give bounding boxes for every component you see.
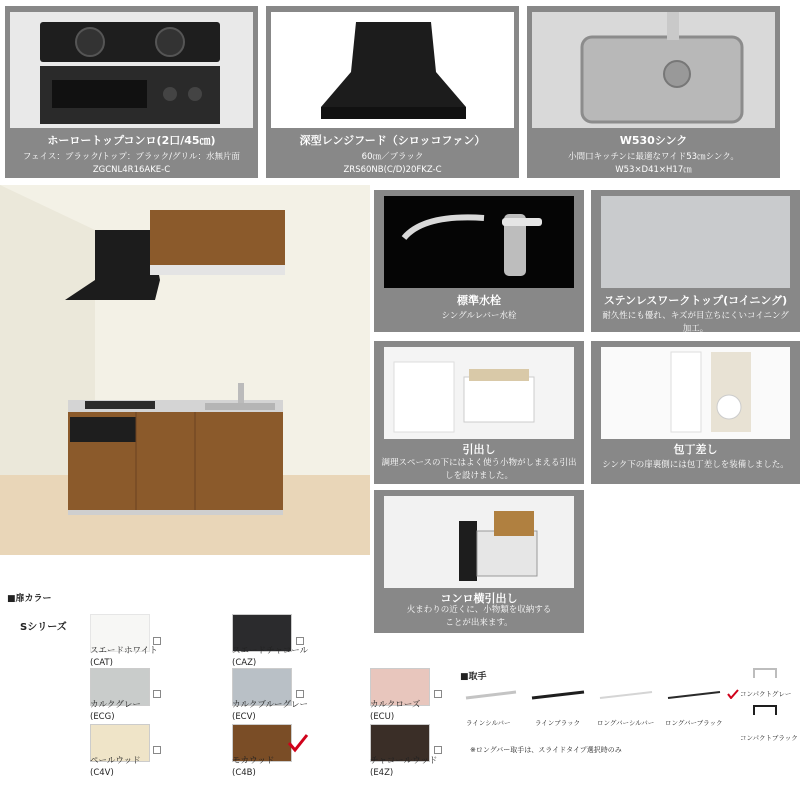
swatch-ecv-name: カルクブルーグレー: [232, 700, 308, 710]
checkbox-ecv[interactable]: [296, 690, 304, 698]
sink-photo: [532, 12, 775, 128]
checkbox-e4z[interactable]: [434, 746, 442, 754]
swatch-c4b-code: (C4B): [232, 768, 256, 778]
swatch-cat-name: スエードホワイト: [90, 646, 158, 656]
drawer-title: 引出し: [462, 443, 496, 456]
checkbox-ecg[interactable]: [153, 690, 161, 698]
swatch-ecg-code: (ECG): [90, 712, 115, 722]
faucet-photo: [384, 196, 574, 288]
handle-long-bar-silver-label: ロングバーシルバー: [597, 719, 655, 727]
swatch-ecu-code: (ECU): [370, 712, 395, 722]
handles-heading: ■取手: [460, 672, 487, 682]
swatch-c4b-name: モカウッド: [232, 756, 275, 766]
kitchen-illustration: [0, 185, 370, 555]
series-label: Sシリーズ: [20, 622, 67, 633]
knife-holder-title: 包丁差し: [673, 443, 718, 456]
swatch-ecg-name: カルクグレー: [90, 700, 141, 710]
handle-long-bar-black-label: ロングバーブラック: [665, 719, 723, 727]
card-range-hood: [266, 6, 519, 178]
selected-check-icon: [287, 733, 309, 757]
worktop-title: ステンレスワークトップ(コイニング): [603, 294, 788, 307]
handle-long-bar-silver[interactable]: [596, 687, 656, 706]
compact-gray-check-icon: [727, 684, 739, 703]
knife-holder-photo: [601, 347, 790, 439]
checkbox-ecu[interactable]: [434, 690, 442, 698]
handles-note: ※ロングバー取手は、スライドタイプ選択時のみ: [470, 746, 622, 754]
card-conro: [5, 6, 258, 178]
card-drawer: [374, 341, 584, 484]
checkbox-cat[interactable]: [153, 637, 161, 645]
card-worktop: [591, 190, 800, 332]
handle-line-black-label: ラインブラック: [535, 719, 581, 727]
knife-holder-desc: シンク下の扉裏側には包丁差しを装備しました。: [602, 460, 789, 470]
range-hood-model: ZRS60NB(C/D)20FKZ-C: [343, 165, 442, 175]
range-hood-photo: [271, 12, 514, 128]
sink-spec: 小間口キッチンに最適なワイド53㎝シンク。: [568, 152, 739, 162]
drawer-desc: 調理スペースの下にはよく使う小物がしまえる引出しを設けました。: [381, 458, 577, 481]
faucet-desc: シングルレバー水栓: [441, 311, 517, 321]
swatch-caz-code: (CAZ): [232, 658, 257, 668]
handle-line-silver-label: ラインシルバー: [466, 719, 511, 727]
conro-spec: フェイス：ブラック/トップ：ブラック/グリル：水無片面: [22, 152, 241, 162]
drawer-photo: [384, 347, 574, 439]
swatch-ecu-name: カルクローズ: [370, 700, 421, 710]
handle-compact-gray[interactable]: [752, 665, 778, 684]
swatch-ecv-code: (ECV): [232, 712, 256, 722]
range-hood-spec: 60㎝／ブラック: [361, 152, 424, 162]
card-sink: [527, 6, 780, 178]
door-color-heading: ■扉カラー: [7, 594, 52, 604]
swatch-c4v-code: (C4V): [90, 768, 114, 778]
side-drawer-title: コンロ横引出し: [440, 592, 518, 605]
conro-model: ZGCNL4R16AKE-C: [92, 165, 171, 175]
sink-size: W53×D41×H17㎝: [615, 165, 692, 175]
card-side-drawer: [374, 490, 584, 633]
handle-line-black[interactable]: [528, 687, 588, 706]
handle-compact-black[interactable]: [752, 702, 778, 721]
handle-compact-gray-label: コンパクトグレー: [740, 690, 792, 698]
swatch-cat-code: (CAT): [90, 658, 113, 668]
worktop-desc: 耐久性にも優れ、キズが目立ちにくいコイニング加工。: [602, 311, 789, 334]
swatch-e4z-code: (E4Z): [370, 768, 394, 778]
checkbox-caz[interactable]: [296, 637, 304, 645]
swatch-c4v-name: ペールウッド: [90, 756, 141, 766]
handle-long-bar-black[interactable]: [664, 687, 724, 706]
swatch-e4z-name: チャコールウッド: [370, 756, 438, 766]
checkbox-c4v[interactable]: [153, 746, 161, 754]
conro-title: ホーロートップコンロ(2口/45㎝): [47, 134, 216, 147]
sink-title: W530シンク: [619, 134, 688, 147]
handle-compact-black-label: コンパクトブラック: [740, 734, 798, 742]
card-knife-holder: [591, 341, 800, 484]
swatch-caz-name: スエードチャコール: [232, 646, 309, 656]
handle-line-silver[interactable]: [462, 687, 520, 706]
side-drawer-desc: 火まわりの近くに、小物類を収納することが出来ます。: [406, 605, 552, 628]
worktop-photo: [601, 196, 790, 288]
range-hood-title: 深型レンジフード（シロッコファン）: [299, 134, 486, 147]
conro-photo: [10, 12, 253, 128]
side-drawer-photo: [384, 496, 574, 588]
faucet-title: 標準水栓: [457, 294, 501, 307]
card-faucet: [374, 190, 584, 332]
